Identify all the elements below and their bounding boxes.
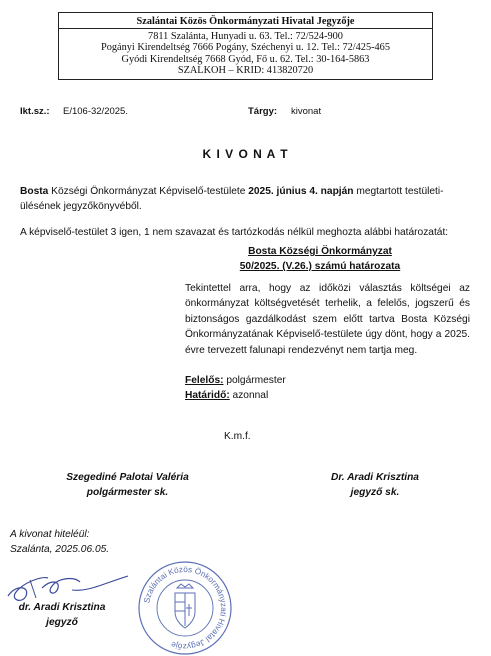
letterhead-line: Gyódi Kirendeltség 7668 Gyód, Fő u. 62. Tel.: 30-164-5863: [121, 53, 370, 65]
letterhead-line: 7811 Szalánta, Hunyadi u. 63. Tel.: 72/524-900: [148, 30, 343, 42]
letterhead: [58, 12, 433, 80]
resolution-title-1: Bosta Községi Önkormányzat: [248, 246, 392, 257]
kmf: K.m.f.: [224, 431, 251, 442]
document-heading: K I V O N A T: [202, 147, 289, 161]
letterhead-line: Pogányi Kirendeltség 7666 Pogány, Széchenyi u. 12. Tel.: 72/425-465: [101, 42, 390, 54]
right-signatory-title: jegyző sk.: [350, 487, 400, 498]
resolution-title-2: 50/2025. (V.26.) számú határozata: [239, 261, 401, 272]
felelos-label: Felelős:: [185, 375, 224, 386]
right-signatory-name: Dr. Aradi Krisztina: [331, 472, 419, 483]
vote-line: A képviselő-testület 3 igen, 1 nem szavazat és tartózkodás nélkül meghozta alábbi határozatát:: [20, 227, 449, 238]
certification-line-2: Szalánta, 2025.06.05.: [10, 544, 110, 555]
ikt-label: Ikt.sz.:: [20, 106, 50, 117]
left-signatory-title: polgármester sk.: [86, 487, 169, 498]
stamp-ring-text: Szalántai Közös Önkormányzati Hivatal Jegyzője: [142, 564, 229, 652]
intro-line-2: ülésének jegyzőkönyvéből.: [20, 201, 142, 212]
intro-text-end: megtartott testületi-: [353, 186, 444, 197]
deadline-row: [185, 388, 268, 403]
intro-paragraph: [20, 184, 480, 199]
targy-label: Tárgy:: [248, 106, 278, 117]
intro-municipality: Bosta: [20, 186, 49, 197]
left-signatory-name: Szegediné Palotai Valéria: [66, 472, 189, 483]
bottom-signatory-title: jegyző: [46, 617, 78, 628]
hatarido-value: azonnal: [229, 390, 269, 401]
ikt-value: E/106-32/2025.: [63, 106, 128, 117]
hatarido-label: Határidő:: [185, 390, 230, 401]
bottom-signatory-name: dr. Aradi Krisztina: [18, 602, 106, 613]
targy-value: kivonat: [291, 106, 322, 117]
coat-of-arms-icon: [175, 584, 195, 628]
felelos-value: polgármester: [223, 375, 286, 386]
certification-line-1: A kivonat hiteléül:: [10, 529, 90, 540]
letterhead-title: Szalántai Közös Önkormányzati Hivatal Jegyzője: [59, 16, 432, 29]
intro-date: 2025. június 4. napján: [248, 186, 354, 197]
letterhead-line: SZALKOH – KRID: 413820720: [177, 65, 314, 77]
responsible-row: [185, 373, 286, 388]
intro-text: Községi Önkormányzat Képviselő-testülete: [48, 186, 249, 197]
official-stamp: [137, 560, 233, 656]
resolution-body: Tekintettel arra, hogy az időközi választás költségei az önkormányzat költségvetését terhelik, a felelős, jogszerű és biztonságos gazdálkodást szem előtt tartva Bosta Községi Önkormányzatának Képviselő-testülete úgy dönt, hogy a 2025. évre tervezett falunapi rendezvényt nem tartja meg.: [185, 283, 470, 356]
